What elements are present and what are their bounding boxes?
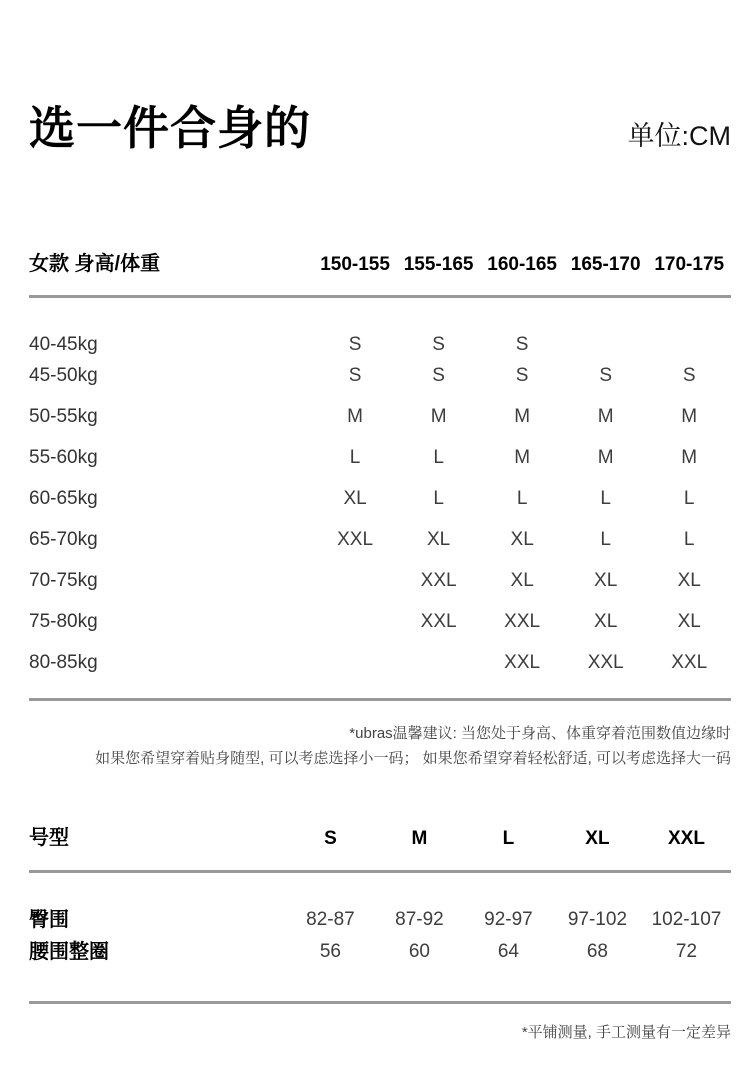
weight-row-label: 60-65kg xyxy=(29,488,98,510)
size-cell: L xyxy=(600,488,611,510)
weight-row-label: 80-85kg xyxy=(29,652,98,674)
size-cell: M xyxy=(681,447,698,469)
size-cell: L xyxy=(349,447,361,469)
measurement-cell: 87-92 xyxy=(395,908,444,930)
size-table-header-row xyxy=(29,254,731,297)
size-cell: L xyxy=(683,488,695,510)
weight-row-label: 40-45kg xyxy=(29,333,98,355)
title-row xyxy=(29,0,731,159)
weight-row-label: 70-75kg xyxy=(29,570,98,592)
size-cell: XXL xyxy=(504,652,541,674)
size-column-header: S xyxy=(286,828,375,872)
size-cell: L xyxy=(600,529,611,551)
advice-note-line2: 如果您希望穿着贴身随型, 可以考虑选择小一码； 如果您希望穿着轻松舒适, 可以考虑选择大一码 xyxy=(95,749,731,767)
size-cell: S xyxy=(682,365,696,387)
size-cell: L xyxy=(683,529,695,551)
size-cell: M xyxy=(347,406,363,428)
size-cell: M xyxy=(514,406,531,428)
table-row xyxy=(29,479,731,520)
divider xyxy=(29,1001,731,1004)
height-column-header: 170-175 xyxy=(647,254,731,297)
height-column-header: 165-170 xyxy=(564,254,648,297)
unit-label: 单位:CM xyxy=(627,121,731,152)
measurement-cell: 56 xyxy=(319,940,341,962)
table-row xyxy=(29,356,731,397)
hip-row-label: 臀围 xyxy=(29,908,69,931)
size-cell: XL xyxy=(594,611,618,633)
size-cell: S xyxy=(515,365,529,387)
size-cell: XL xyxy=(510,529,534,551)
measurement-cell: 102-107 xyxy=(651,908,722,930)
size-cell: M xyxy=(597,406,614,428)
measurement-cell: 92-97 xyxy=(484,908,533,930)
table-row xyxy=(29,296,731,356)
size-cell: L xyxy=(433,447,444,469)
table-row xyxy=(29,643,731,684)
weight-row-label: 75-80kg xyxy=(29,611,98,633)
measurement-cell: 82-87 xyxy=(306,908,355,930)
height-weight-size-table xyxy=(29,254,731,684)
size-cell: XL xyxy=(343,488,367,510)
size-cell: M xyxy=(514,447,531,469)
size-cell: XXL xyxy=(420,611,457,633)
size-cell: S xyxy=(348,365,362,387)
size-cell: XL xyxy=(677,611,701,633)
measurement-cell: 60 xyxy=(408,940,430,962)
measurements-header-row xyxy=(29,828,731,872)
weight-row-label: 45-50kg xyxy=(29,365,98,387)
size-cell xyxy=(564,296,648,356)
size-cell: M xyxy=(597,447,614,469)
height-column-header: 155-165 xyxy=(397,254,481,297)
divider xyxy=(29,698,731,701)
table-row xyxy=(29,871,731,931)
size-cell: M xyxy=(430,406,447,428)
measurement-cell: 68 xyxy=(586,940,608,962)
size-cell: S xyxy=(432,365,445,387)
size-cell: M xyxy=(681,406,698,428)
size-cell: L xyxy=(516,488,528,510)
size-cell: XXL xyxy=(420,570,457,592)
measurements-table xyxy=(29,828,731,973)
footer-note: *平铺测量, 手工测量有一定差异 xyxy=(521,1023,731,1041)
size-cell xyxy=(397,643,481,684)
size-cell: XL xyxy=(426,529,451,551)
size-cell xyxy=(313,602,397,643)
size-cell: XL xyxy=(510,570,534,592)
size-cell: XXL xyxy=(587,652,624,674)
table-row xyxy=(29,520,731,561)
table-row xyxy=(29,602,731,643)
size-cell: XL xyxy=(594,570,618,592)
advice-note xyxy=(29,721,731,771)
advice-note-line1: *ubras温馨建议: 当您处于身高、体重穿着范围数值边缘时 xyxy=(349,724,731,742)
measurement-cell: 64 xyxy=(497,940,519,962)
size-cell: S xyxy=(348,333,362,355)
height-column-header: 160-165 xyxy=(480,254,564,297)
size-cell xyxy=(313,643,397,684)
size-cell: S xyxy=(515,333,529,355)
size-cell: L xyxy=(433,488,444,510)
size-cell: XL xyxy=(677,570,701,592)
size-cell: XXL xyxy=(337,529,374,551)
measurement-cell: 72 xyxy=(675,940,698,962)
size-column-header: M xyxy=(375,828,464,872)
size-cell: XXL xyxy=(504,611,541,633)
table-row xyxy=(29,561,731,602)
measurements-corner-label: 号型 xyxy=(29,828,286,872)
size-cell: XXL xyxy=(671,652,708,674)
height-column-header: 150-155 xyxy=(313,254,397,297)
size-column-header: XL xyxy=(553,828,642,872)
waist-row-label: 腰围整圈 xyxy=(29,940,109,963)
page-title: 选一件合身的 xyxy=(29,102,311,154)
weight-row-label: 50-55kg xyxy=(29,406,98,428)
weight-row-label: 55-60kg xyxy=(29,447,98,469)
size-column-header: XXL xyxy=(642,828,731,872)
table-row xyxy=(29,397,731,438)
size-column-header: L xyxy=(464,828,553,872)
table-row xyxy=(29,438,731,479)
size-cell xyxy=(313,561,397,602)
measurement-cell: 97-102 xyxy=(567,908,628,930)
weight-row-label: 65-70kg xyxy=(29,529,98,551)
size-cell xyxy=(647,296,731,356)
table-row xyxy=(29,931,731,973)
size-cell: S xyxy=(599,365,613,387)
size-cell: S xyxy=(432,333,445,355)
size-table-corner-label: 女款 身高/体重 xyxy=(29,254,313,297)
